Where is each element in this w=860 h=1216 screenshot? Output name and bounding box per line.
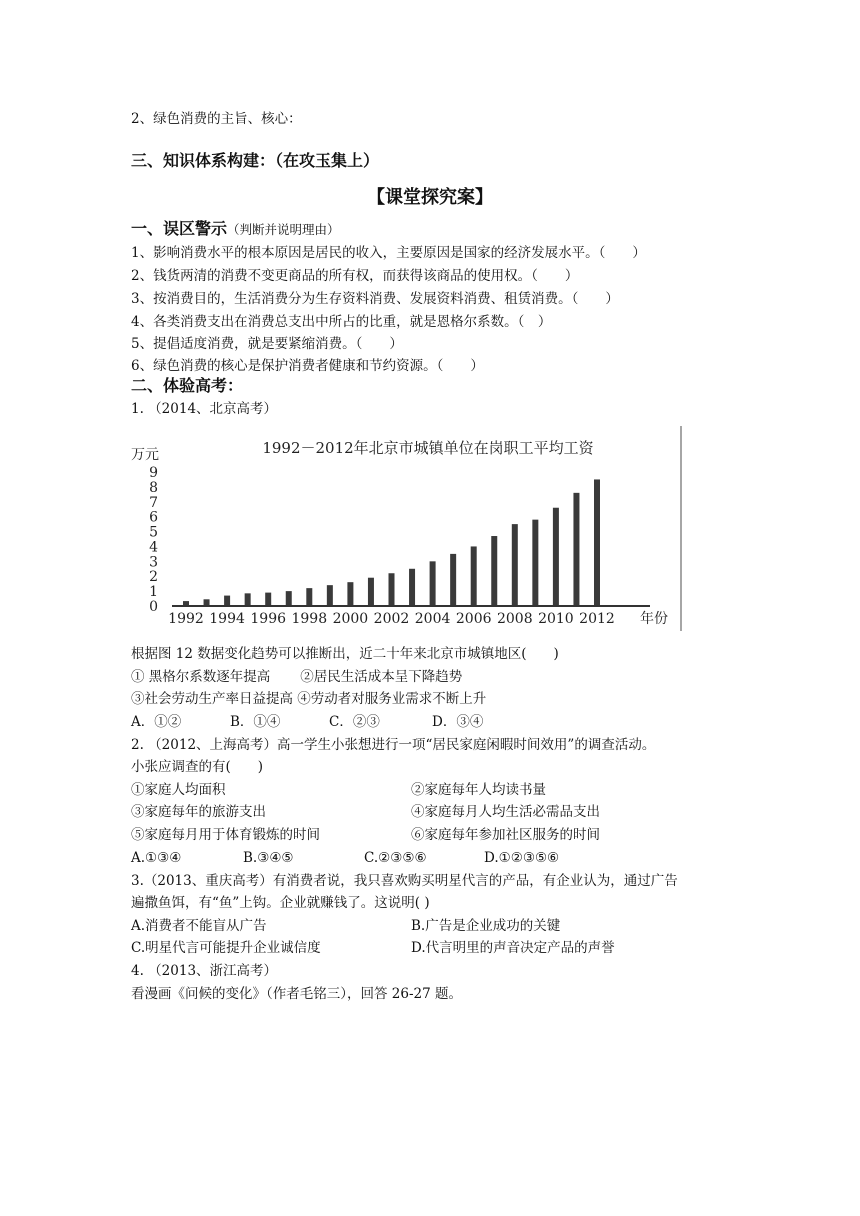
x-tick-label: 1994 — [209, 611, 245, 627]
q1-answer-a: A．①② — [131, 714, 182, 730]
wrong-heading-note: （判断并说明理由） — [227, 222, 340, 237]
q2-option-4: ④家庭每月人均生活必需品支出 — [411, 804, 600, 820]
y-tick-label: 9 — [149, 465, 158, 481]
q3-option-b: B.广告是企业成功的关键 — [411, 918, 561, 934]
x-tick-label: 2010 — [538, 611, 574, 627]
bar-1994 — [224, 596, 230, 606]
x-tick-label: 1992 — [168, 611, 204, 627]
bar-2009 — [532, 520, 538, 606]
q1-answer-c: C．②③ — [329, 714, 380, 730]
bar-2000 — [347, 582, 353, 606]
q2-stem-1: 2. （2012、上海高考）高一学生小张想进行一项“居民家庭闲暇时间效用”的调查活动。 — [131, 737, 656, 753]
q4-source: 4. （2013、浙江高考） — [131, 963, 278, 979]
q2-option-3: ③家庭每年的旅游支出 — [131, 804, 266, 820]
x-tick-label: 2012 — [579, 611, 615, 627]
chart-title: 1992－2012年北京市城镇单位在岗职工平均工资 — [262, 439, 594, 457]
q2-option-6: ⑥家庭每年参加社区服务的时间 — [411, 827, 600, 843]
q1-answer-d: D．③④ — [432, 714, 484, 730]
x-tick-label: 1998 — [291, 611, 328, 627]
q2-option-2: ②家庭每年人均读书量 — [411, 782, 546, 798]
y-tick-label: 4 — [149, 539, 158, 556]
q3-option-d: D.代言明里的声音决定产品的声誉 — [411, 940, 615, 956]
y-tick-label: 0 — [149, 599, 158, 615]
bar-2006 — [471, 546, 477, 606]
bar-1997 — [286, 591, 292, 606]
q1-option-row-1 — [131, 667, 462, 687]
wrong-item-2: 2、钱货两清的消费不变更商品的所有权，而获得该商品的使用权。（ ） — [131, 268, 579, 284]
wrong-item-6: 6、绿色消费的核心是保护消费者健康和节约资源。（ ） — [131, 358, 484, 374]
bar-2005 — [450, 554, 456, 606]
bar-2004 — [430, 561, 436, 606]
bar-2001 — [368, 578, 374, 606]
wrong-item-4: 4、各类消费支出在消费总支出中所占的比重，就是恩格尔系数。（ ） — [131, 314, 552, 330]
bar-1999 — [327, 585, 333, 606]
chart-y-label: 万元 — [131, 447, 159, 463]
q2-stem-2: 小张应调查的有( ) — [131, 759, 264, 775]
bar-1996 — [265, 593, 271, 606]
q2-answer-a: A.①③④ — [131, 850, 182, 866]
q2-answer-d: D.①②③⑤⑥ — [484, 850, 560, 866]
bar-2011 — [573, 493, 579, 606]
q3-option-c: C.明星代言可能提升企业诚信度 — [131, 940, 321, 956]
sec3-heading: 三、知识体系构建：（在攻玉集上） — [131, 151, 380, 170]
q2-option-5: ⑤家庭每月用于体育锻炼的时间 — [131, 827, 320, 843]
y-tick-label: 5 — [149, 524, 158, 541]
y-tick-label: 2 — [149, 569, 158, 586]
bar-2010 — [553, 508, 559, 606]
bar-1993 — [204, 599, 210, 606]
bar-2003 — [409, 569, 415, 606]
q2-option-1: ①家庭人均面积 — [131, 782, 226, 798]
bar-2012 — [594, 479, 600, 606]
q4-stem: 看漫画《问候的变化》（作者毛铭三），回答 26-27 题。 — [131, 986, 462, 1002]
q3-option-a: A.消费者不能盲从广告 — [131, 918, 267, 934]
q1-option-2: ②居民生活成本呈下降趋势 — [300, 669, 463, 685]
x-tick-label: 2000 — [332, 611, 369, 627]
q1-answer-b: B．①④ — [230, 714, 281, 730]
x-tick-label: 1996 — [250, 611, 287, 627]
q2-answer-c: C.②③⑤⑥ — [364, 850, 427, 866]
wrong-item-1: 1、影响消费水平的根本原因是居民的收入，主要原因是国家的经济发展水平。（ ） — [131, 245, 646, 261]
q1-option-row-2: ③社会劳动生产率日益提高 ④劳动者对服务业需求不断上升 — [131, 691, 487, 707]
bar-1998 — [306, 588, 312, 606]
wrong-heading: 一、误区警示 — [131, 219, 228, 238]
sec2-question-2: 2、绿色消费的主旨、核心： — [131, 111, 302, 127]
page-title: 【课堂探究案】 — [367, 187, 493, 208]
wrong-item-5: 5、提倡适度消费，就是要紧缩消费。（ ） — [131, 336, 403, 352]
wage-bar-chart — [128, 426, 684, 631]
q1-option-1: ① 黑格尔系数逐年提高 — [131, 669, 271, 685]
bar-1995 — [245, 593, 251, 606]
x-tick-label: 2002 — [373, 611, 410, 627]
bar-2008 — [512, 524, 518, 606]
x-tick-label: 2006 — [455, 611, 492, 627]
y-tick-label: 6 — [149, 509, 158, 526]
wrong-heading-line — [131, 219, 340, 240]
exp-heading: 二、体验高考： — [131, 376, 244, 395]
x-tick-label: 2008 — [496, 611, 533, 627]
bar-2002 — [389, 573, 395, 606]
y-tick-label: 8 — [149, 479, 158, 496]
y-tick-label: 3 — [149, 554, 158, 571]
y-tick-label: 1 — [149, 584, 158, 601]
q2-answer-b: B.③④⑤ — [243, 850, 294, 866]
wrong-item-3: 3、按消费目的，生活消费分为生存资料消费、发展资料消费、租赁消费。（ ） — [131, 291, 619, 307]
q3-stem-2: 遍撒鱼饵，有“鱼”上钩。企业就赚钱了。这说明( ) — [131, 895, 430, 911]
q3-stem-1: 3.（2013、重庆高考）有消费者说，我只喜欢购买明星代言的产品，有企业认为，通过广告 — [131, 873, 678, 889]
chart-x-label: 年份 — [640, 611, 668, 627]
q1-stem: 根据图 12 数据变化趋势可以推断出，近二十年来北京市城镇地区( ) — [131, 646, 559, 662]
y-tick-label: 7 — [149, 494, 158, 511]
q1-source: 1. （2014、北京高考） — [131, 401, 278, 417]
bar-2007 — [491, 536, 497, 606]
x-tick-label: 2004 — [414, 611, 451, 627]
